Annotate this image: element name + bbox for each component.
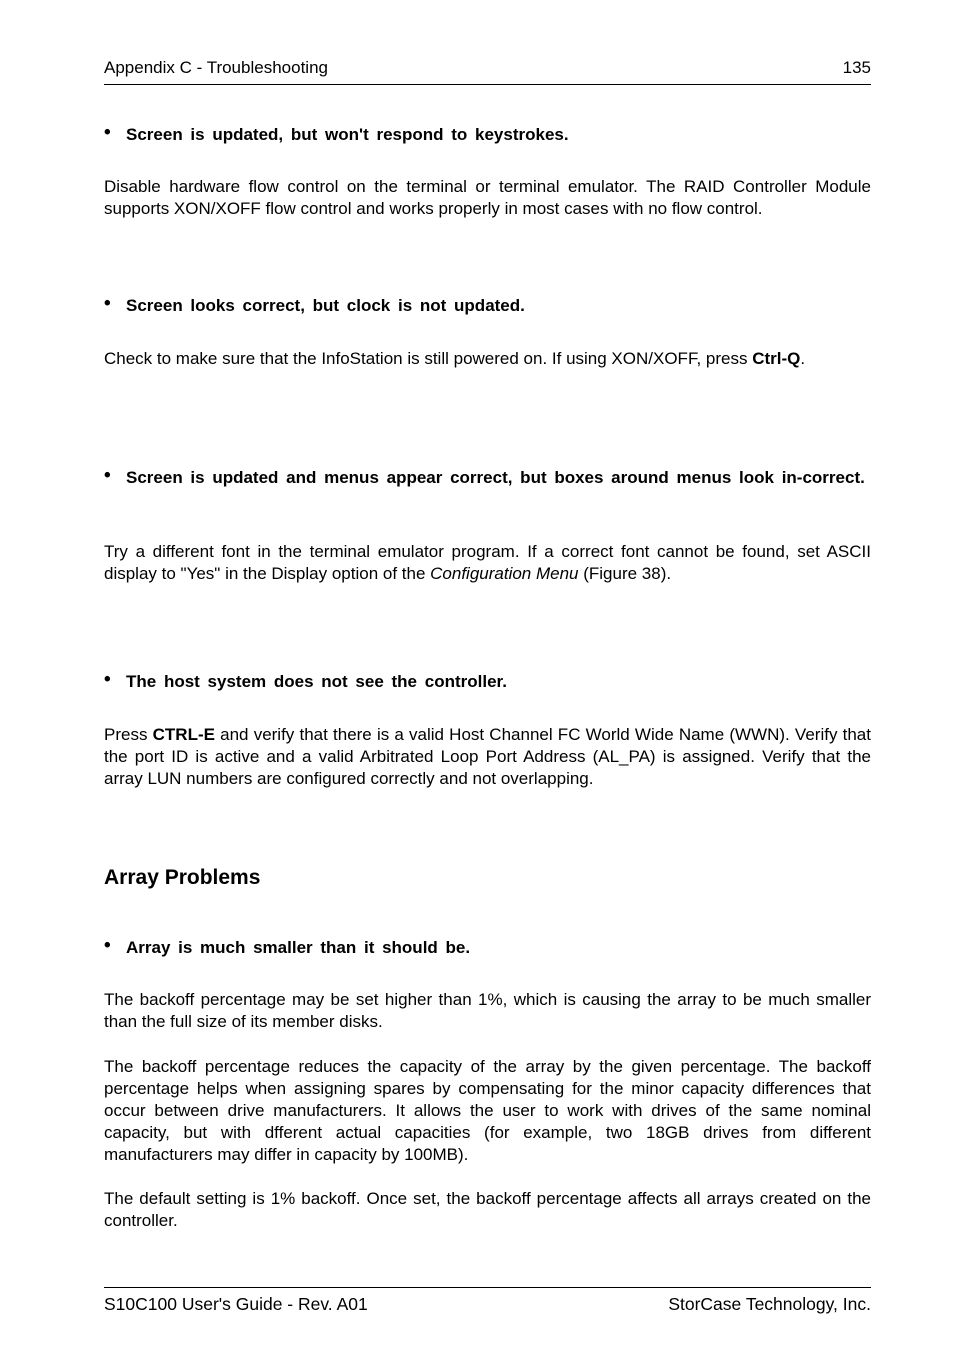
troubleshoot-item-title: • The host system does not see the controller. [104,669,507,691]
menu-reference: Configuration Menu [430,564,579,583]
troubleshoot-item-body: Try a different font in the terminal emulator program. If a correct font cannot be found, set ASCII display to "Yes" in the Display option of the Configuration Menu (Figure 38). [104,542,871,583]
troubleshoot-item-body: Check to make sure that the InfoStation is still powered on. If using XON/XOFF, press Ctrl-Q. [104,349,806,368]
troubleshoot-item-title: • Array is much smaller than it should be. [104,935,471,957]
header-page-number: 135 [842,58,871,77]
bullet-icon: • [104,122,111,143]
troubleshoot-item-body: Disable hardware flow control on the terminal or terminal emulator. The RAID Controller Module supports XON/XOFF flow control and works properly in most cases with no flow control. [104,177,871,218]
page-header [104,58,871,85]
section-heading: Array Problems [104,866,261,889]
troubleshoot-item-body: The default setting is 1% backoff. Once set, the backoff percentage affects all arrays created on the controller. [104,1189,871,1230]
bullet-icon: • [104,293,111,314]
troubleshoot-item-title: • Screen is updated and menus appear correct, but boxes around menus look in-correct. [104,465,865,487]
troubleshoot-item-body: The backoff percentage may be set higher than 1%, which is causing the array to be much smaller than the full size of its member disks. [104,990,871,1031]
troubleshoot-item-body: The backoff percentage reduces the capacity of the array by the given percentage. The backoff percentage helps when assigning spares by compensating for the minor capacity differences that occur between drive manufacturers. It allows the user to work with drives of the same nominal capacity, but with dfferent actual capacities (for example, two 18GB drives from different manufacturers may differ in capacity by 100MB). [104,1057,871,1164]
troubleshoot-item-body: Press CTRL-E and verify that there is a valid Host Channel FC World Wide Name (WWN). Verify that the port ID is active and a valid Arbitrated Loop Port Address (AL_PA) is assigned. Verify that the array LUN numbers are configured correctly and not overlapping. [104,725,871,788]
footer-company: StorCase Technology, Inc. [668,1294,871,1314]
key-combo: CTRL-E [152,725,215,744]
header-section-title: Appendix C - Troubleshooting [104,58,328,77]
page-footer [104,1287,871,1314]
troubleshoot-item-title: • Screen is updated, but won't respond to keystrokes. [104,122,569,144]
troubleshoot-item-title: • Screen looks correct, but clock is not updated. [104,293,525,315]
key-combo: Ctrl-Q [752,349,801,368]
bullet-icon: • [104,669,111,690]
bullet-icon: • [104,465,111,486]
bullet-icon: • [104,935,111,956]
footer-document-title: S10C100 User's Guide - Rev. A01 [104,1294,368,1314]
